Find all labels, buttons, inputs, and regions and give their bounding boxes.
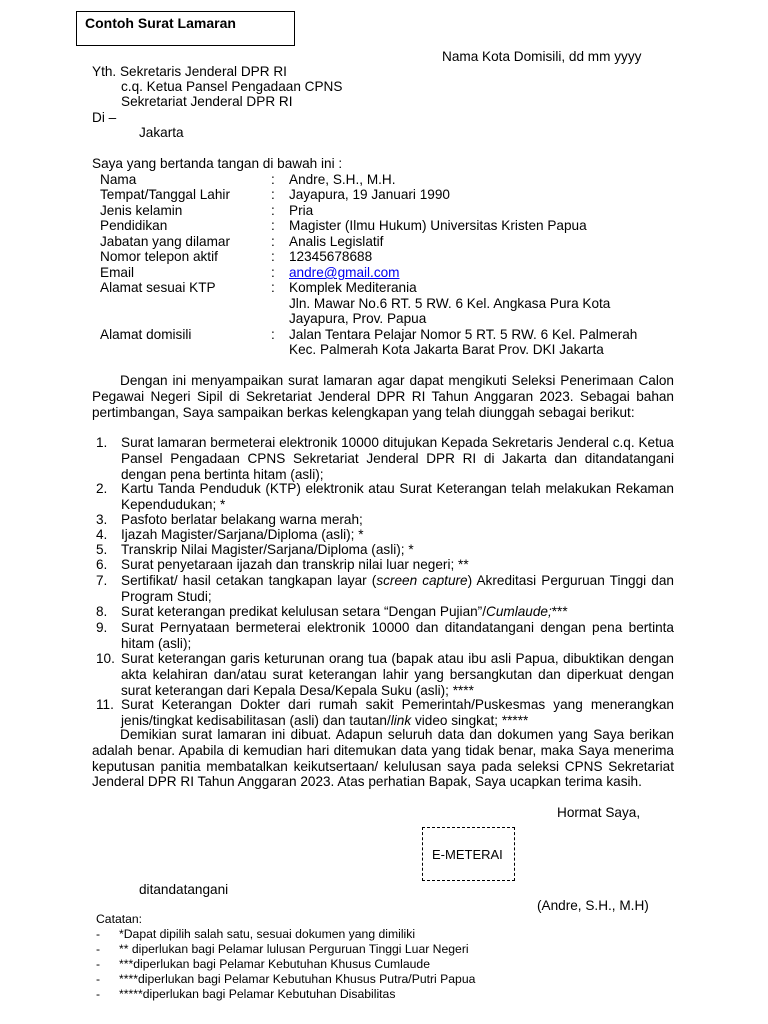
list-item-italic: Cumlaude; [486, 604, 552, 619]
field-row-gender [0, 203, 768, 219]
recipient-line2: c.q. Ketua Pansel Pengadaan CPNS [121, 79, 343, 94]
note-dash: - [96, 942, 101, 956]
field-row-email [0, 265, 768, 281]
e-meterai-label: E-METERAI [432, 847, 503, 862]
document-title: Contoh Surat Lamaran [85, 15, 236, 31]
note-text: *Dapat dipilih salah satu, sesuai dokumen yang dimiliki [119, 927, 416, 941]
field-label: Nama [100, 172, 137, 187]
field-value: Magister (Ilmu Hukum) Universitas Kristen Papua [289, 218, 587, 233]
note-item [96, 972, 475, 986]
body-paragraph: Dengan ini menyampaikan surat lamaran agar dapat mengikuti Seleksi Penerimaan Calon Pegawai Negeri Sipil di Sekretariat Jenderal DPR RI Tahun Anggaran 2023. Sebagai bahan pertimbangan, Saya sampaikan berkas kelengkapan yang telah diunggah sebagai berikut: [92, 373, 674, 420]
list-item [121, 697, 674, 729]
field-colon: : [271, 218, 275, 233]
field-value-line2: Jln. Mawar No.6 RT. 5 RW. 6 Kel. Angkasa Pura Kota [289, 296, 611, 311]
list-item-text: ) Akreditasi Perguruan Tinggi dan Program Studi; [121, 573, 674, 604]
note-dash: - [96, 987, 101, 1001]
field-value: Jayapura, 19 Januari 1990 [289, 187, 450, 202]
field-value: Jalan Tentara Pelajar Nomor 5 RT. 5 RW. 6 Kel. Palmerah [289, 327, 638, 342]
field-value-line3: Jayapura, Prov. Papua [289, 311, 427, 326]
field-colon: : [271, 265, 275, 280]
e-meterai-box [422, 827, 515, 881]
list-number: 3. [96, 512, 108, 527]
list-item-text: Sertifikat/ hasil cetakan tangkapan layar ( [121, 573, 377, 588]
note-dash: - [96, 972, 101, 986]
note-text: ****diperlukan bagi Pelamar Kebutuhan Khusus Putra/Putri Papua [119, 972, 476, 986]
list-item: Surat lamaran bermeterai elektronik 10000 ditujukan Kepada Sekretaris Jenderal c.q. Ketua Pansel Pengadaan CPNS Sekretariat Jenderal DPR RI di Jakarta dan ditandatangani dengan pena bertinta hitam (asli); [121, 435, 674, 482]
list-item-text: Surat Keterangan Dokter dari rumah sakit Pemerintah/Puskesmas yang menerangkan jenis/tingkat kedisabilitasan (asli) dan tautan/ [121, 697, 674, 728]
field-value: Andre, S.H., M.H. [289, 172, 396, 187]
field-label: Pendidikan [100, 218, 168, 233]
note-item [96, 942, 469, 956]
list-item-text: Surat keterangan predikat kelulusan setara “Dengan Pujian”/ [121, 604, 486, 619]
note-dash: - [96, 957, 101, 971]
field-colon: : [271, 172, 275, 187]
recipient-di: Di – [92, 110, 117, 125]
field-value-line2: Kec. Palmerah Kota Jakarta Barat Prov. DKI Jakarta [289, 342, 604, 357]
signed-text: ditandatangani [139, 882, 229, 897]
field-row-ktp-address [0, 280, 768, 296]
list-number: 1. [96, 435, 108, 450]
field-label: Tempat/Tanggal Lahir [100, 187, 230, 202]
field-colon: : [271, 203, 275, 218]
email-link[interactable]: andre@gmail.com [289, 265, 400, 280]
list-number: 11. [96, 697, 114, 712]
list-item: Surat Pernyataan bermeterai elektronik 10000 dan ditandatangani dengan pena bertinta hitam (asli); [121, 620, 674, 651]
field-row-name [0, 172, 768, 188]
recipient-line1: Yth. Sekretaris Jenderal DPR RI [92, 64, 287, 79]
field-colon: : [271, 280, 275, 295]
note-dash: - [96, 927, 101, 941]
field-row-position [0, 234, 768, 250]
field-colon: : [271, 187, 275, 202]
signer-name: (Andre, S.H., M.H) [537, 898, 649, 913]
list-number: 10. [96, 651, 115, 666]
field-value: Komplek Mediterania [289, 280, 417, 295]
intro-text: Saya yang bertanda tangan di bawah ini : [92, 156, 343, 171]
field-row-education [0, 218, 768, 234]
notes-title: Catatan: [96, 912, 143, 926]
note-item [96, 957, 430, 971]
place-date: Nama Kota Domisili, dd mm yyyy [442, 49, 642, 64]
field-colon: : [271, 234, 275, 249]
list-item [121, 604, 674, 620]
list-item: Surat keterangan garis keturunan orang tua (bapak atau ibu asli Papua, dibuktikan dengan akta kelahiran dan/atau surat keterangan lahir yang bersangkutan dan diperkuat dengan surat keterangan dari Kepala Desa/Kepala Suku (asli); **** [121, 651, 674, 698]
field-colon: : [271, 249, 275, 264]
note-item [96, 987, 395, 1001]
recipient-line3: Sekretariat Jenderal DPR RI [121, 94, 293, 109]
list-number: 6. [96, 557, 108, 572]
field-value: Analis Legislatif [289, 234, 384, 249]
field-value: Pria [289, 203, 314, 218]
list-item [121, 573, 674, 605]
note-text: ** diperlukan bagi Pelamar lulusan Perguruan Tinggi Luar Negeri [119, 942, 469, 956]
closing-paragraph: Demikian surat lamaran ini dibuat. Adapun seluruh data dan dokumen yang Saya berikan adalah benar. Apabila di kemudian hari ditemukan data yang tidak benar, maka Saya menerima keputusan panitia membatalkan keikutsertaan/ kelulusan saya pada seleksi CPNS Sekretariat Jenderal DPR RI Tahun Anggaran 2023. Atas perhatian Bapak, Saya ucapkan terima kasih. [92, 727, 674, 790]
list-item-italic: link [390, 712, 412, 728]
list-item-italic: screen capture [376, 573, 468, 588]
field-label: Alamat sesuai KTP [100, 280, 216, 295]
note-text: *****diperlukan bagi Pelamar Kebutuhan Disabilitas [119, 987, 396, 1001]
list-number: 9. [96, 620, 108, 635]
list-item: Kartu Tanda Penduduk (KTP) elektronik atau Surat Keterangan telah melakukan Rekaman Kependudukan; * [121, 481, 674, 512]
list-number: 4. [96, 527, 108, 542]
field-label: Jenis kelamin [100, 203, 183, 218]
field-row-domicile [0, 327, 768, 343]
recipient-city: Jakarta [139, 125, 184, 140]
field-label: Nomor telepon aktif [100, 249, 218, 264]
list-item-text: video singkat; ***** [411, 712, 529, 728]
note-text: ***diperlukan bagi Pelamar Kebutuhan Khusus Cumlaude [119, 957, 430, 971]
field-label: Email [100, 265, 134, 280]
field-label: Jabatan yang dilamar [100, 234, 230, 249]
field-value: 12345678688 [289, 249, 373, 264]
list-number: 2. [96, 481, 108, 496]
list-number: 7. [96, 573, 108, 588]
list-item: Pasfoto berlatar belakang warna merah; [121, 512, 363, 527]
list-number: 8. [96, 604, 108, 619]
list-item: Surat penyetaraan ijazah dan transkrip nilai luar negeri; ** [121, 557, 469, 572]
list-item-text: *** [551, 604, 568, 619]
title-box [76, 11, 295, 46]
list-item: Transkrip Nilai Magister/Sarjana/Diploma (asli); * [121, 542, 414, 557]
field-row-phone [0, 249, 768, 265]
list-number: 5. [96, 542, 108, 557]
list-item: Ijazah Magister/Sarjana/Diploma (asli); * [121, 527, 364, 542]
note-item [96, 927, 415, 941]
regards-text: Hormat Saya, [557, 805, 641, 820]
field-label: Alamat domisili [100, 327, 192, 342]
field-row-birth [0, 187, 768, 203]
field-colon: : [271, 327, 275, 342]
